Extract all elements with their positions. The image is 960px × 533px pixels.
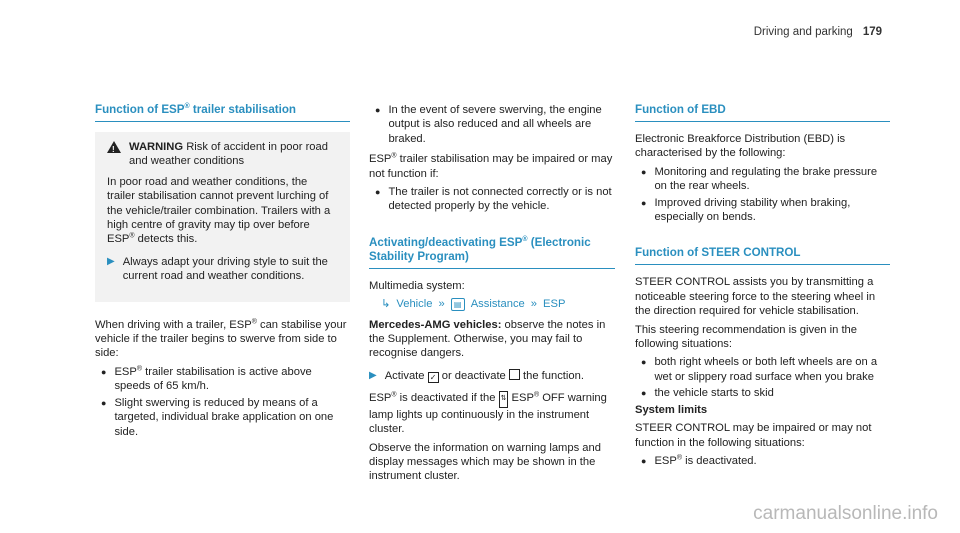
list-item: ● Monitoring and regulating the brake pressure on the rear wheels. <box>641 165 878 193</box>
chevron-icon: » <box>438 298 445 311</box>
car-icon: ▤ <box>451 298 465 311</box>
menu-path <box>381 297 615 311</box>
page-number: 179 <box>862 26 882 38</box>
warning-box <box>95 132 350 302</box>
path-esp: ESP <box>543 298 566 311</box>
list-item: ● ESP® is deactivated. <box>641 454 757 467</box>
list-item: ● The trailer is not connected correctly or is not detected properly by the vehicle. <box>375 186 612 213</box>
section-title: Driving and parking <box>753 26 853 38</box>
list-item: ● ESP® trailer stabilisation is active above speeds of 65 km/h. <box>101 365 312 393</box>
deactivated-para: ESP® is deactivated if the ⇅ ESP® OFF warning lamp lights up continuously in the instrument cluster. <box>369 391 607 436</box>
trailer-intro: When driving with a trailer, ESP® can stabilise your vehicle if the trailer begins to swerve from side to side: <box>95 317 347 360</box>
warning-step: ▶ Always adapt your driving style to suit the current road and weather conditions. <box>107 255 328 283</box>
steer-para-2: This steering recommendation is given in the following situations: <box>635 323 857 351</box>
path-arrow-icon: ↳ <box>381 298 391 311</box>
impaired-para: ESP® trailer stabilisation may be impaired or may not function if: <box>369 152 613 180</box>
list-item: ● Slight swerving is reduced by means of a targeted, individual brake application on one side. <box>101 396 334 438</box>
arrow-icon: ▶ <box>369 369 377 381</box>
list-item: ● Improved driving stability when braking, especially on bends. <box>641 196 851 224</box>
checkbox-empty-icon <box>509 369 520 380</box>
limits-para: STEER CONTROL may be impaired or may not function in the following situations: <box>635 422 872 449</box>
ebd-intro: Electronic Breakforce Distribution (EBD) is characterised by the following: <box>635 133 846 160</box>
watermark: carmanualsonline.info <box>753 503 938 524</box>
chevron-icon: » <box>530 298 538 311</box>
heading-esp-trailer: Function of ESP® trailer stabilisation <box>95 103 350 122</box>
page-header <box>754 26 882 38</box>
checkbox-checked-icon: ✓ <box>428 372 439 383</box>
heading-ebd: Function of EBD <box>635 103 890 122</box>
arrow-icon: ▶ <box>107 255 115 267</box>
list-item: ● In the event of severe swerving, the engine output is also reduced and all wheels are braked. <box>375 104 602 145</box>
list-item: ● both right wheels or both left wheels are on a wet or slippery road surface when you brake <box>641 356 878 383</box>
warning-title: WARNING Risk of accident in poor road and weather conditions <box>129 141 328 168</box>
system-label: Multimedia system: <box>369 279 465 292</box>
column-1 <box>95 103 350 441</box>
warning-icon <box>107 141 121 153</box>
amg-note: Mercedes-AMG vehicles: observe the notes in the Supplement. Otherwise, you may fail to recognise dangers. <box>369 318 606 360</box>
system-limits-heading: System limits <box>635 403 708 416</box>
esp-off-icon: ⇅ <box>499 391 509 407</box>
heading-activate-esp: Activating/deactivating ESP® (Electronic Stability Program) <box>369 236 615 269</box>
heading-steer-control: Function of STEER CONTROL <box>635 246 890 265</box>
column-3 <box>635 103 890 470</box>
observe-para: Observe the information on warning lamps and display messages which may be shown in the instrument cluster. <box>369 441 601 483</box>
column-2 <box>369 103 615 488</box>
path-vehicle: Vehicle <box>396 298 433 311</box>
list-item: ● the vehicle starts to skid <box>641 387 774 400</box>
path-assistance: Assistance <box>470 298 525 311</box>
steer-para-1: STEER CONTROL assists you by transmitting a noticeable steering force to the steering wheel in the direction required for vehicle stabilisation. <box>635 276 876 318</box>
warning-body: In poor road and weather conditions, the trailer stabilisation cannot prevent lurching of the vehicle/trailer combination. Trailers with a high centre of gravity may tip over before ESP® detects this. <box>107 175 331 246</box>
activate-step: ▶ Activate ✓ or deactivate the function. <box>369 369 584 382</box>
